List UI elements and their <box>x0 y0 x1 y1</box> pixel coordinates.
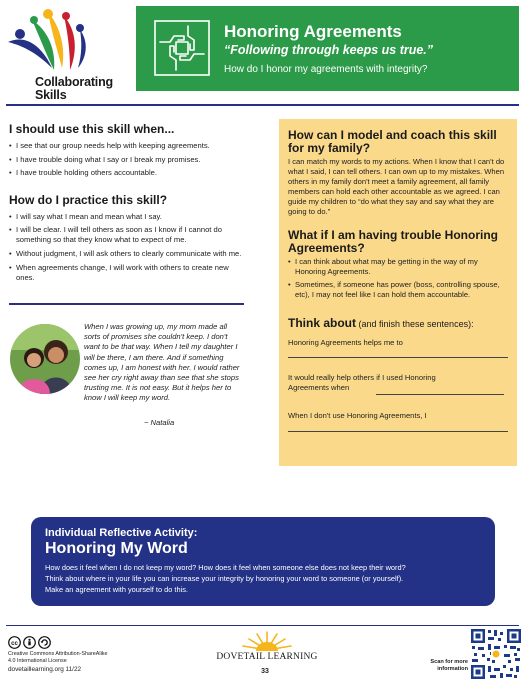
by-icon <box>24 637 36 649</box>
page-number: 33 <box>261 668 269 675</box>
page-title: Honoring Agreements <box>224 22 402 41</box>
trouble-heading: What if I am having trouble Honoring Agreements? <box>288 228 498 255</box>
list-item: • I will be clear. I will tell others as soon as I know if I cannot do something so that they know what to expect of me. <box>9 225 249 245</box>
list-item: • I see that our group needs help with keeping agreements. <box>9 141 249 151</box>
list-item: • Sometimes, if someone has power (boss, controlling spouse, etc), I may not feel like I can hold them accountable. <box>288 280 508 300</box>
sa-icon <box>39 637 51 649</box>
coaching-panel <box>279 119 517 466</box>
brand-name: DOVETAIL LEARNING <box>216 652 318 662</box>
left-column <box>9 122 249 286</box>
qr-code[interactable] <box>470 628 522 680</box>
list-item: • I will say what I mean and mean what I say. <box>9 212 249 222</box>
list-item: • I have trouble doing what I say or I break my promises. <box>9 155 249 165</box>
activity-line: How does it feel when I do not keep my word? How does it feel when someone else does not keep their word? <box>45 563 406 572</box>
use-skill-heading: I should use this skill when... <box>9 122 175 136</box>
page-tagline: “Following through keeps us true.” <box>224 43 434 57</box>
practice-heading: How do I practice this skill? <box>9 192 168 207</box>
scan-label: Scan for more information <box>430 659 468 672</box>
mother-daughter-photo <box>10 324 80 394</box>
left-divider <box>9 303 244 305</box>
activity-line: Make an agreement with yourself to do this. <box>45 585 188 594</box>
answer-line[interactable] <box>376 394 504 395</box>
trouble-list <box>288 257 508 300</box>
practice-list <box>9 212 249 283</box>
figures-icon <box>4 8 132 78</box>
list-item: • When agreements change, I will work with others to create new ones. <box>9 263 249 283</box>
joined-hands-icon <box>154 20 210 76</box>
cc-icon <box>9 637 21 649</box>
quote-author: ~ Natalia <box>144 418 175 427</box>
bottom-divider <box>6 625 519 626</box>
page-subtitle: How do I honor my agreements with integrity? <box>224 64 428 75</box>
answer-line[interactable] <box>288 357 508 358</box>
think-about-heading: Think about (and finish these sentences): <box>288 316 474 330</box>
model-heading: How can I model and coach this skill for my family? <box>288 128 497 155</box>
collaborating-skills-logo <box>4 8 132 100</box>
license-text: Creative Commons Attribution-ShareAlike 4.0 International License <box>8 651 108 664</box>
list-item: • I have trouble holding others accountable. <box>9 168 249 178</box>
activity-heading: Individual Reflective Activity: <box>45 527 198 539</box>
prompt-1: Honoring Agreements helps me to <box>288 338 403 347</box>
use-skill-list <box>9 141 249 178</box>
prompt-2: It would really help others if I used Honoring Agreements when <box>288 373 436 392</box>
reflective-activity-box <box>31 517 495 606</box>
activity-line: Think about where in your life you can increase your integrity by honoring your word to someone (or yourself). <box>45 574 404 583</box>
top-divider <box>6 104 519 106</box>
site-link[interactable]: dovetaillearning.org 11/22 <box>8 666 82 673</box>
svg-text:cc: cc <box>11 640 18 647</box>
list-item: • I can think about what may be getting in the way of my Honoring Agreements. <box>288 257 508 277</box>
answer-line[interactable] <box>288 431 508 432</box>
model-text: I can match my words to my actions. When I know that I can't do what I said, I can tell others. I can own up to my mistakes. When others in my family don't meet a family agreement, all family members can hold each other accountable as we agreed. I can guide my children to “do what they say and say what they are going to do.” <box>288 157 505 216</box>
creative-commons-icons <box>8 636 56 649</box>
testimonial-quote: When I was growing up, my mom made all sorts of promises she couldn't keep. I don't want to be that way. When I tell my daughter I will be there, I am there. And if something comes up, I am honest with her. I would rather see her cry right away than see that she stops trusting me. It is not easy. But it helps her to know I will keep my word. <box>84 322 240 403</box>
list-item: • Without judgment, I will ask others to clearly communicate with me. <box>9 249 249 259</box>
title-banner <box>136 6 519 91</box>
logo-text: Collaborating Skills <box>35 75 113 102</box>
activity-title: Honoring My Word <box>45 540 188 557</box>
prompt-3: When I don't use Honoring Agreements, I <box>288 411 427 420</box>
photo-image <box>10 324 80 394</box>
